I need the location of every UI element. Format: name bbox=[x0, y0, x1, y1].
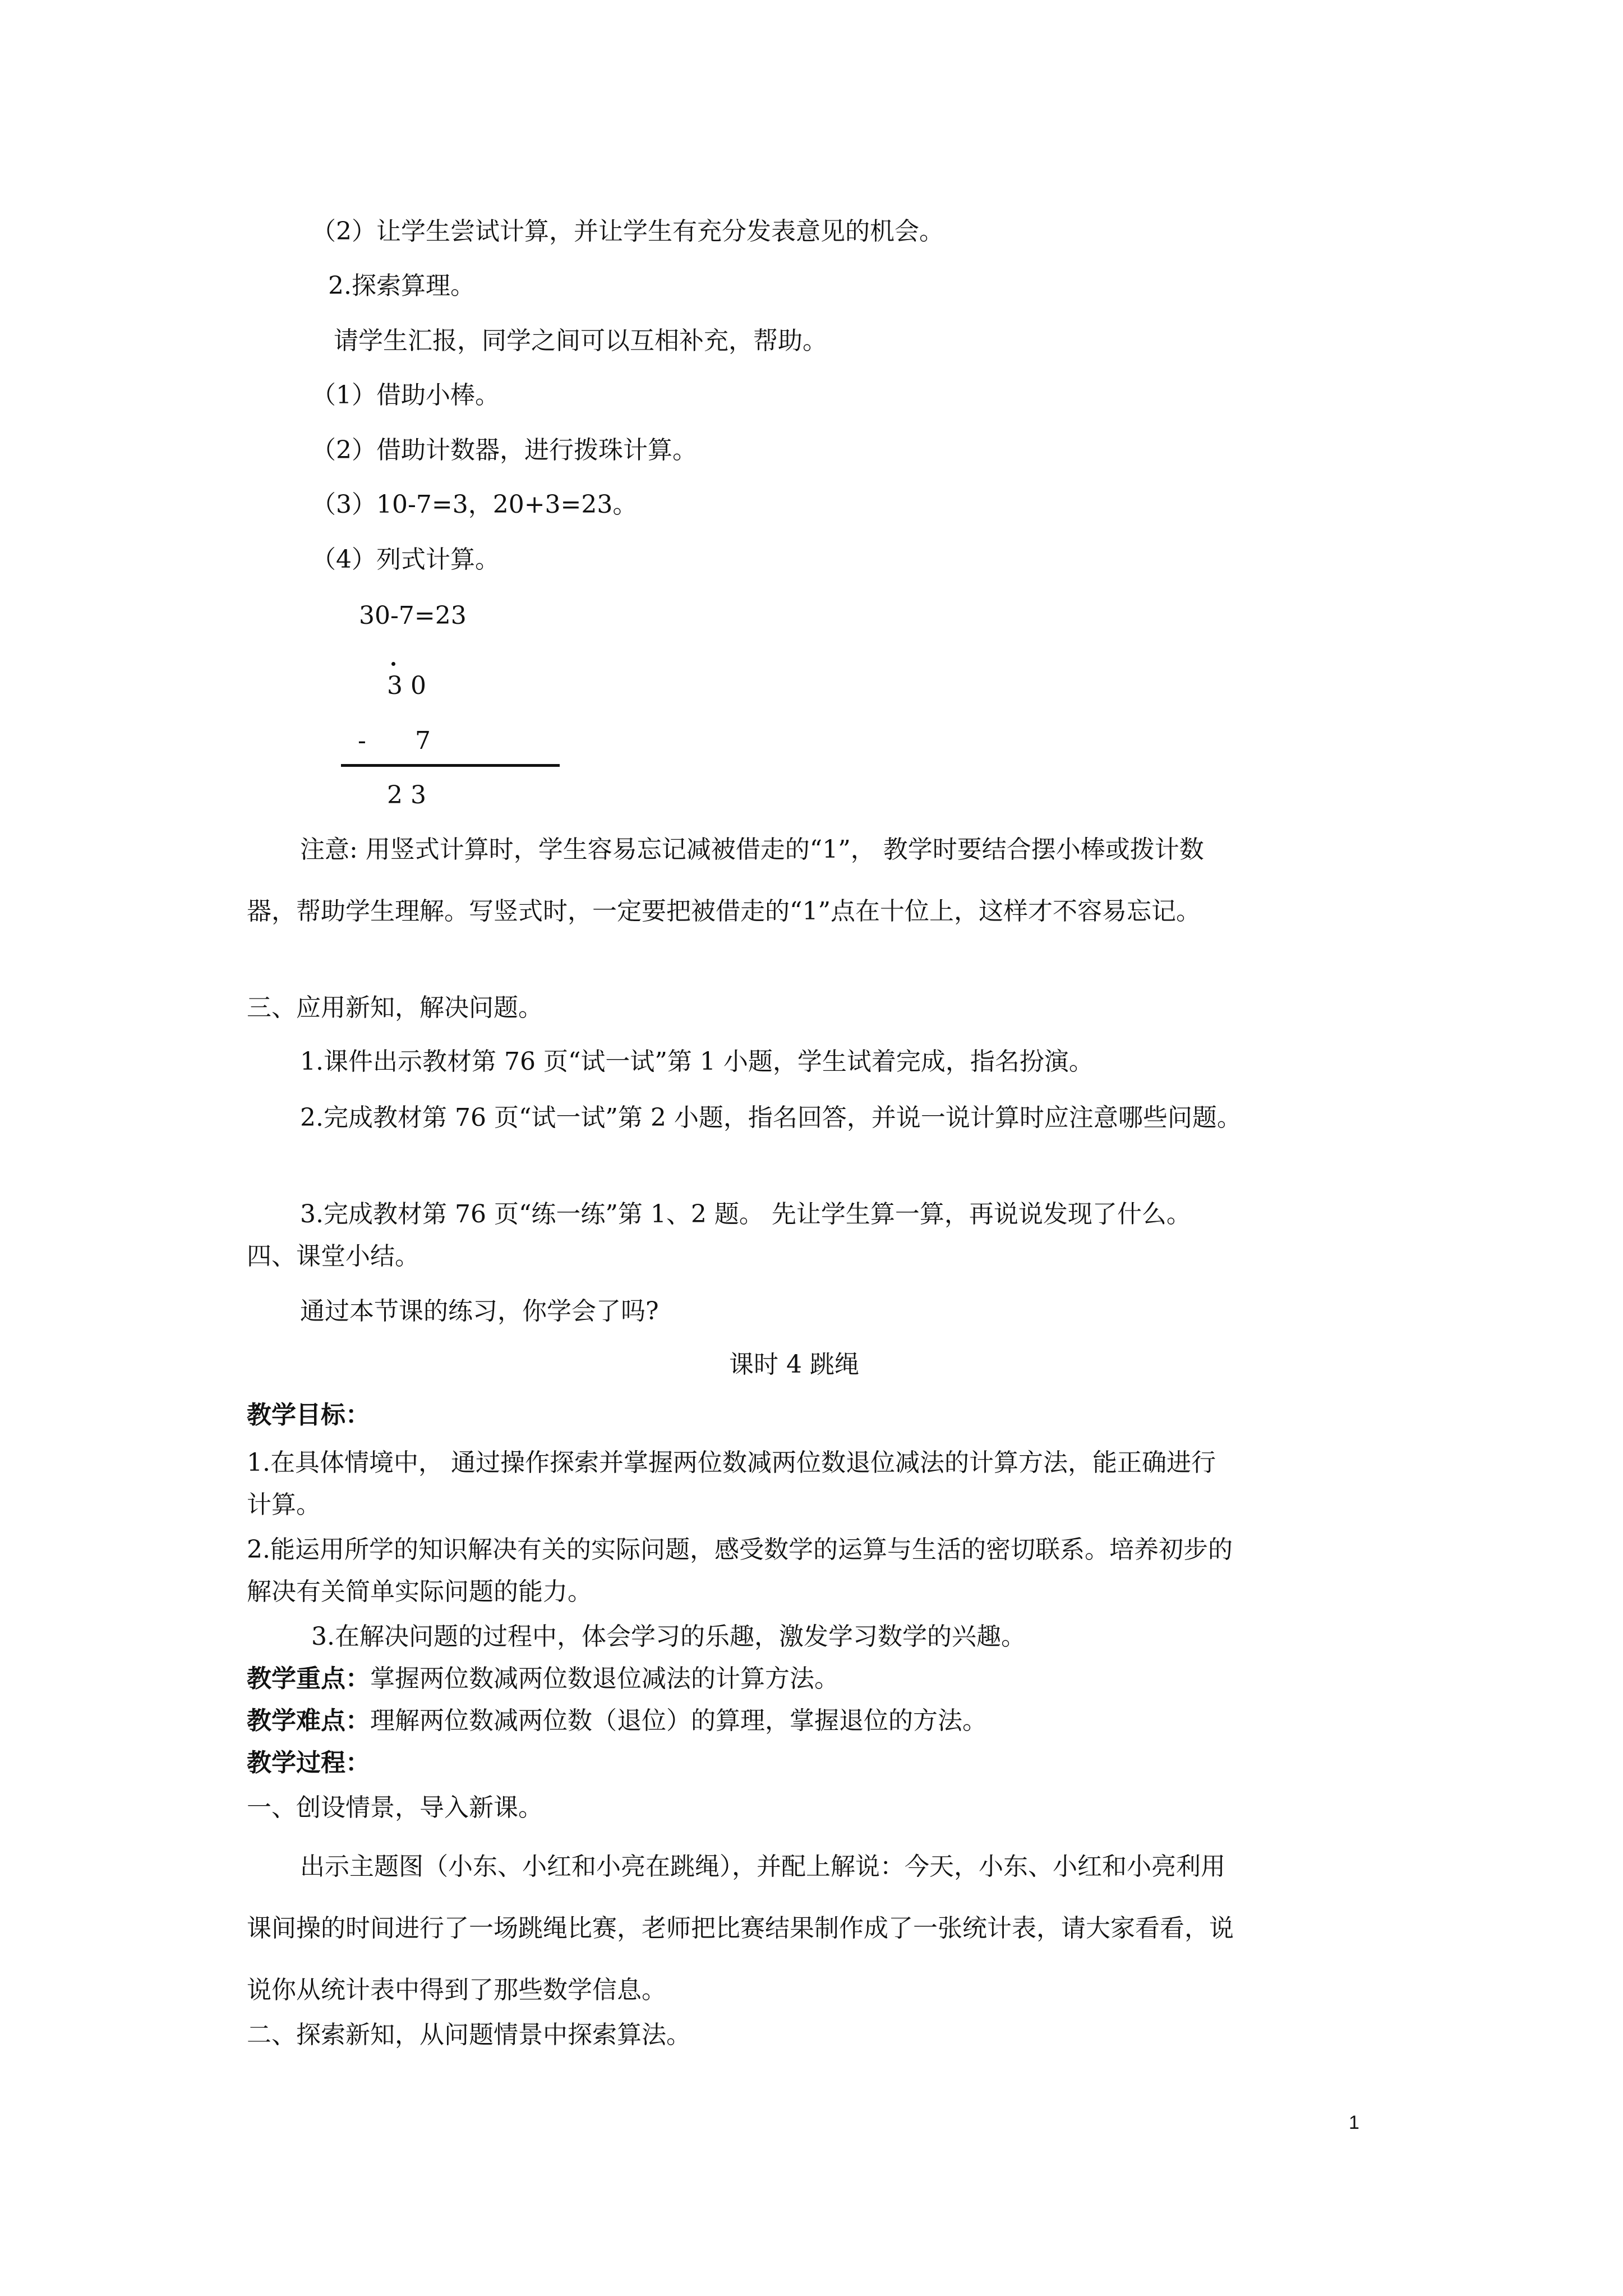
key-point-label: 教学重点： bbox=[247, 1664, 370, 1693]
method-3: （3）10-7=3，20+3=23。 bbox=[311, 490, 638, 519]
intro-line-2: 课间操的时间进行了一场跳绳比赛，老师把比赛结果制作成了一张统计表，请大家看看，说 bbox=[247, 1914, 1234, 1943]
apply-1: 1.课件出示教材第 76 页“试一试”第 1 小题，学生试着完成，指名扮演。 bbox=[300, 1047, 1094, 1076]
goal-1-line-2: 计算。 bbox=[247, 1490, 321, 1519]
intro-line-1: 出示主题图（小东、小红和小亮在跳绳），并配上解说：今天，小东、小红和小亮利用 bbox=[300, 1852, 1225, 1881]
difficulty-line bbox=[247, 1705, 987, 1737]
vertical-rule bbox=[341, 764, 560, 767]
difficulty-label: 教学难点： bbox=[247, 1706, 370, 1735]
section-1-heading: 一、创设情景，导入新课。 bbox=[247, 1793, 543, 1822]
difficulty-text: 理解两位数减两位数（退位）的算理，掌握退位的方法。 bbox=[370, 1706, 987, 1735]
section-2-title: 二、探索新知，从问题情景中探索算法。 bbox=[247, 2021, 691, 2049]
method-4: （4）列式计算。 bbox=[311, 545, 500, 574]
page-number: 1 bbox=[1349, 2112, 1359, 2133]
goals-heading: 教学目标： bbox=[247, 1401, 370, 1429]
intro-line-3: 说你从统计表中得到了那些数学信息。 bbox=[247, 1976, 666, 2004]
apply-2: 2.完成教材第 76 页“试一试”第 2 小题，指名回答，并说一说计算时应注意哪些问题。 bbox=[300, 1103, 1242, 1132]
key-point-text: 掌握两位数减两位数退位减法的计算方法。 bbox=[370, 1664, 839, 1693]
method-2: （2）借助计数器，进行拨珠计算。 bbox=[311, 436, 697, 464]
minus-sign: - bbox=[358, 726, 366, 755]
process-heading: 教学过程： bbox=[247, 1749, 370, 1777]
section-3-heading: 三、应用新知，解决问题。 bbox=[247, 993, 543, 1022]
note-line-1: 注意: 用竖式计算时，学生容易忘记减被借走的“1”， 教学时要结合摆小棒或拨计数 bbox=[300, 835, 1204, 864]
section-2-heading: 2.探索算理。 bbox=[328, 272, 475, 300]
vertical-minuend: 3 0 bbox=[387, 671, 426, 700]
report-line: 请学生汇报，同学之间可以互相补充，帮助。 bbox=[334, 326, 827, 355]
goal-2-line-2: 解决有关简单实际问题的能力。 bbox=[247, 1577, 592, 1606]
goal-3: 3.在解决问题的过程中，体会学习的乐趣，激发学习数学的兴趣。 bbox=[311, 1622, 1026, 1651]
apply-3: 3.完成教材第 76 页“练一练”第 1、2 题。 先让学生算一算，再说说发现了什么。 bbox=[300, 1200, 1191, 1228]
goal-1-line-1: 1.在具体情境中， 通过操作探索并掌握两位数减两位数退位减法的计算方法，能正确进行 bbox=[247, 1448, 1216, 1477]
equation: 30-7=23 bbox=[359, 601, 467, 630]
borrow-dot bbox=[391, 662, 395, 666]
note-line-2: 器，帮助学生理解。写竖式时，一定要把被借走的“1”点在十位上，这样才不容易忘记。 bbox=[247, 897, 1201, 926]
goal-2-line-1: 2.能运用所学的知识解决有关的实际问题，感受数学的运算与生活的密切联系。培养初步的 bbox=[247, 1535, 1233, 1564]
section-4-heading: 四、课堂小结。 bbox=[247, 1242, 419, 1271]
vertical-subtrahend: 7 bbox=[415, 726, 431, 755]
step-2-line: （2）让学生尝试计算，并让学生有充分发表意见的机会。 bbox=[311, 217, 944, 246]
method-1: （1）借助小棒。 bbox=[311, 381, 500, 409]
vertical-result: 2 3 bbox=[387, 781, 426, 809]
summary-line: 通过本节课的练习，你学会了吗? bbox=[300, 1297, 659, 1326]
key-point-line bbox=[247, 1663, 839, 1695]
lesson-title: 课时 4 跳绳 bbox=[729, 1350, 859, 1379]
